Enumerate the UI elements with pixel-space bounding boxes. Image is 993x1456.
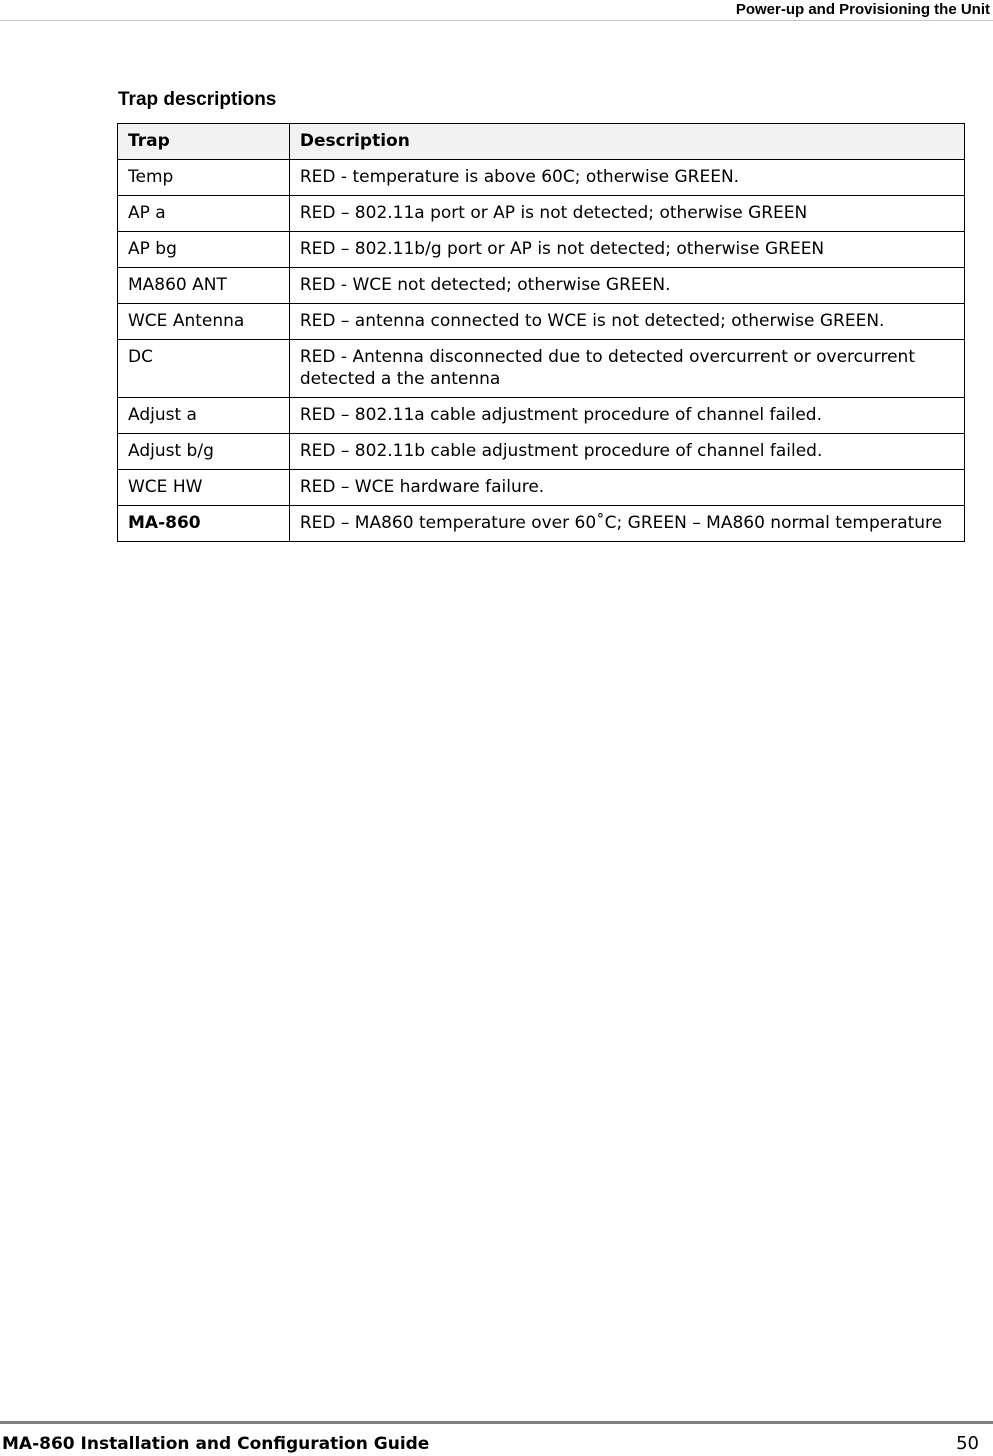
trap-cell: DC — [118, 340, 290, 398]
trap-cell: AP bg — [118, 232, 290, 268]
table-row — [118, 160, 965, 196]
description-cell: RED – 802.11a cable adjustment procedure of channel failed. — [289, 398, 964, 434]
trap-cell: MA-860 — [118, 506, 290, 542]
description-cell: RED - WCE not detected; otherwise GREEN. — [289, 268, 964, 304]
trap-cell: WCE HW — [118, 470, 290, 506]
table-row — [118, 268, 965, 304]
description-cell: RED – antenna connected to WCE is not detected; otherwise GREEN. — [289, 304, 964, 340]
footer-title: MA-860 Installation and Configuration Guide — [2, 1434, 430, 1454]
description-cell: RED – 802.11b/g port or AP is not detected; otherwise GREEN — [289, 232, 964, 268]
trap-cell: Adjust a — [118, 398, 290, 434]
column-header-description: Description — [289, 124, 964, 160]
description-cell: RED – WCE hardware failure. — [289, 470, 964, 506]
description-cell: RED – 802.11b cable adjustment procedure of channel failed. — [289, 434, 964, 470]
trap-cell: Temp — [118, 160, 290, 196]
table-header-row — [118, 124, 965, 160]
table-row — [118, 232, 965, 268]
table-row — [118, 304, 965, 340]
page-number: 50 — [956, 1433, 979, 1454]
trap-descriptions-table — [117, 123, 965, 542]
table-row — [118, 340, 965, 398]
section-title: Trap descriptions — [118, 89, 277, 110]
column-header-trap: Trap — [118, 124, 290, 160]
table-row — [118, 196, 965, 232]
running-header — [0, 0, 993, 21]
trap-cell: WCE Antenna — [118, 304, 290, 340]
trap-cell: MA860 ANT — [118, 268, 290, 304]
running-footer — [0, 1421, 993, 1456]
trap-cell: Adjust b/g — [118, 434, 290, 470]
table-row — [118, 470, 965, 506]
table-row — [118, 506, 965, 542]
description-cell: RED – MA860 temperature over 60˚C; GREEN – MA860 normal temperature — [289, 506, 964, 542]
header-title: Power-up and Provisioning the Unit — [735, 1, 990, 18]
description-cell: RED - Antenna disconnected due to detected overcurrent or overcurrent detected a the antenna — [289, 340, 964, 398]
table-row — [118, 398, 965, 434]
trap-cell: AP a — [118, 196, 290, 232]
table-row — [118, 434, 965, 470]
description-cell: RED - temperature is above 60C; otherwise GREEN. — [289, 160, 964, 196]
description-cell: RED – 802.11a port or AP is not detected; otherwise GREEN — [289, 196, 964, 232]
